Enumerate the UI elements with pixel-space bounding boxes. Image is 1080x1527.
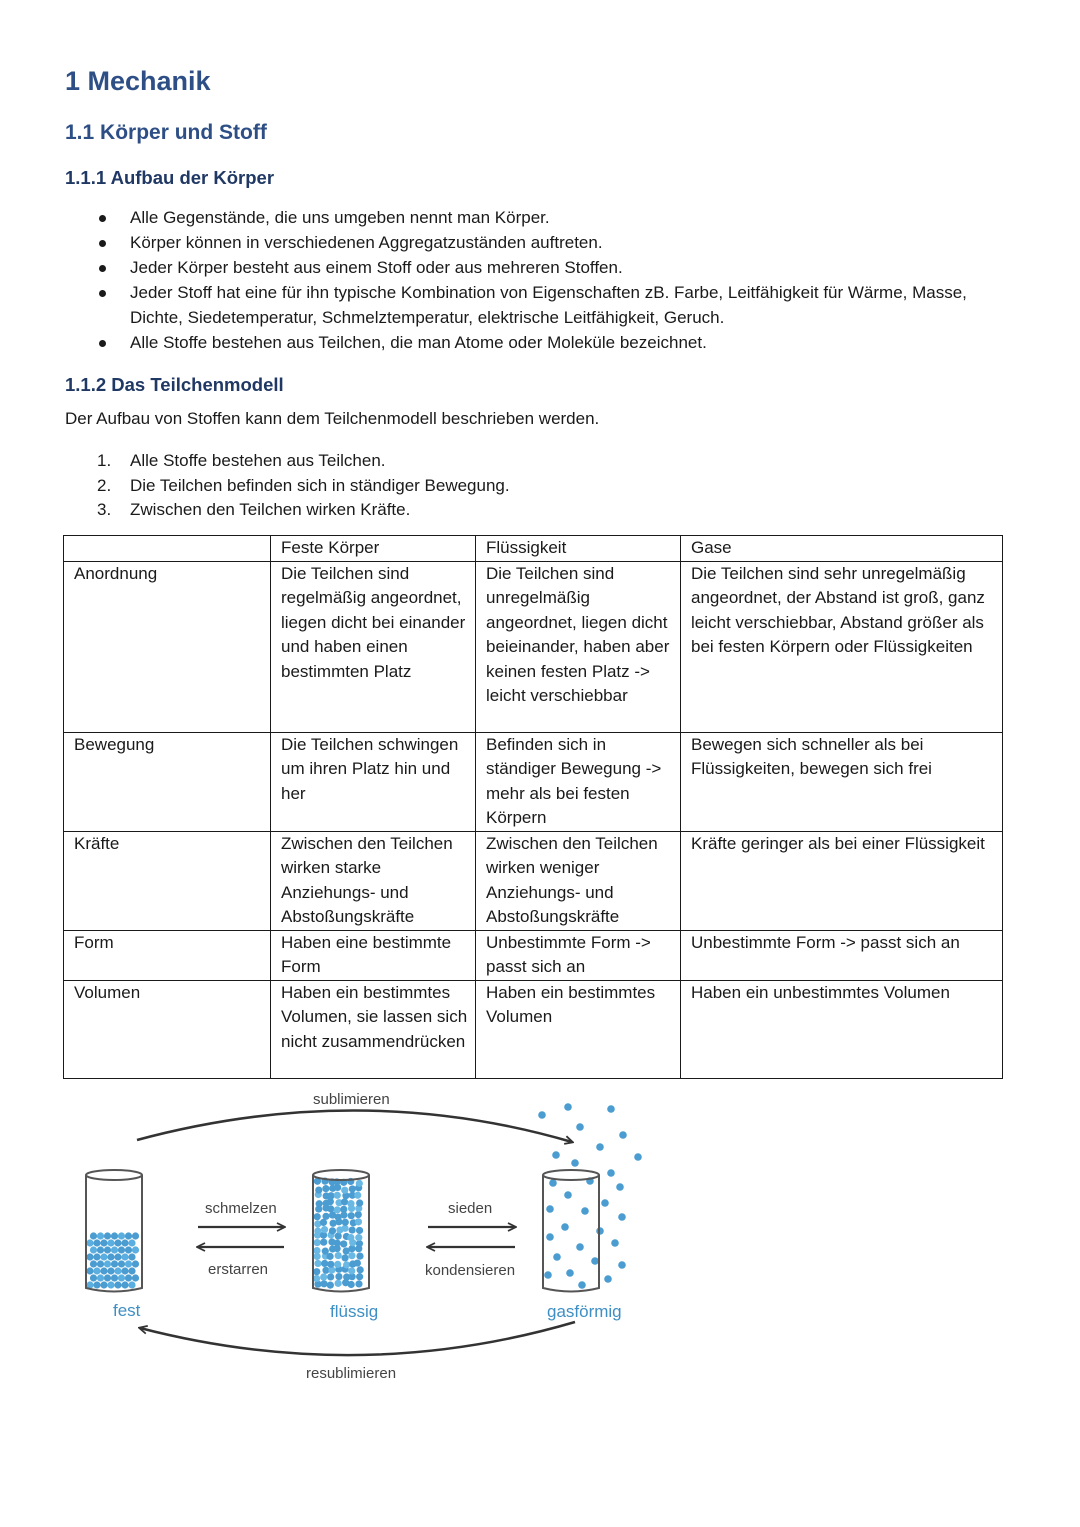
particle <box>320 1239 327 1246</box>
particle <box>132 1274 139 1281</box>
particle <box>349 1185 356 1192</box>
particle <box>97 1246 104 1253</box>
particle <box>341 1187 348 1194</box>
table-cell: Bewegung <box>64 732 271 831</box>
particle <box>596 1143 604 1151</box>
particle <box>313 1275 320 1282</box>
particle <box>90 1260 97 1267</box>
table-cell: Die Teilchen sind unregelmäßig angeordnet, liegen dicht beieinander, haben aber keinen festen Platz -> leicht verschiebbar <box>476 561 681 732</box>
particle <box>611 1239 619 1247</box>
particle <box>616 1183 624 1191</box>
particle <box>104 1260 111 1267</box>
particle <box>128 1267 135 1274</box>
label-sieden: sieden <box>448 1200 493 1217</box>
particle <box>100 1239 107 1246</box>
particle <box>334 1261 341 1268</box>
table-row <box>64 831 1003 930</box>
particle <box>313 1268 320 1275</box>
particle <box>93 1281 100 1288</box>
particle <box>581 1207 589 1215</box>
particle <box>111 1232 118 1239</box>
list-item: Alle Gegenstände, die uns umgeben nennt man Körper. <box>97 206 997 231</box>
table-row <box>64 980 1003 1078</box>
particle <box>316 1200 323 1207</box>
table-row <box>64 561 1003 732</box>
particle <box>355 1218 362 1225</box>
particle <box>111 1274 118 1281</box>
particle <box>329 1227 336 1234</box>
beaker-liquid <box>313 1170 369 1292</box>
particle <box>86 1267 93 1274</box>
table-header-row <box>64 536 1003 562</box>
particle <box>553 1253 561 1261</box>
table-cell: Befinden sich in ständiger Bewegung -> mehr als bei festen Körpern <box>476 732 681 831</box>
particle <box>128 1253 135 1260</box>
particle <box>335 1280 342 1287</box>
table-cell: Haben ein bestimmtes Volumen, sie lassen sich nicht zusammendrücken <box>271 980 476 1078</box>
table-cell: Unbestimmte Form -> passt sich an <box>681 930 1003 980</box>
particle <box>86 1253 93 1260</box>
particle <box>564 1103 572 1111</box>
label-schmelzen: schmelzen <box>205 1200 277 1217</box>
particle <box>335 1252 342 1259</box>
particle <box>354 1192 361 1199</box>
particle <box>97 1260 104 1267</box>
particle <box>313 1247 320 1254</box>
particle <box>571 1159 579 1167</box>
table-cell: Bewegen sich schneller als bei Flüssigkeiten, bewegen sich frei <box>681 732 1003 831</box>
table-cell: Kräfte geringer als bei einer Flüssigkeit <box>681 831 1003 930</box>
particle <box>121 1281 128 1288</box>
particle <box>355 1234 362 1241</box>
beaker-gas <box>538 1103 642 1291</box>
particle <box>320 1273 327 1280</box>
particle <box>578 1281 586 1289</box>
particle <box>607 1169 615 1177</box>
particle <box>93 1239 100 1246</box>
particle <box>322 1248 329 1255</box>
list-item: Alle Stoffe bestehen aus Teilchen, die man Atome oder Moleküle bezeichnet. <box>97 331 997 356</box>
particle <box>561 1223 569 1231</box>
particle <box>328 1192 335 1199</box>
particle <box>355 1280 362 1287</box>
liquid-particles <box>313 1178 364 1289</box>
list-item <box>97 498 510 523</box>
heading-mechanik: 1 Mechanik <box>65 66 211 96</box>
particle <box>546 1233 554 1241</box>
label-fest: fest <box>113 1301 141 1320</box>
particle <box>100 1267 107 1274</box>
particle <box>327 1261 334 1268</box>
table-header-cell <box>64 536 271 562</box>
particle <box>355 1211 362 1218</box>
particle <box>342 1219 349 1226</box>
particle <box>118 1232 125 1239</box>
particle <box>335 1232 342 1239</box>
list-number: 3. <box>97 500 112 519</box>
sublimieren-arrow <box>137 1110 572 1142</box>
particle <box>356 1252 363 1259</box>
particle <box>121 1239 128 1246</box>
particle <box>114 1267 121 1274</box>
particle <box>314 1213 321 1220</box>
particle <box>356 1273 363 1280</box>
heading-aufbau-der-koerper: 1.1.1 Aufbau der Körper <box>65 167 275 188</box>
table-cell: Haben ein unbestimmtes Volumen <box>681 980 1003 1078</box>
list-number: 2. <box>97 475 112 495</box>
particle <box>125 1260 132 1267</box>
particle <box>327 1205 334 1212</box>
particle <box>618 1213 626 1221</box>
list-text: Alle Stoffe bestehen aus Teilchen. <box>130 451 386 470</box>
label-sublimieren: sublimieren <box>313 1091 390 1108</box>
table-header-cell: Feste Körper <box>271 536 476 562</box>
list-item <box>97 474 510 499</box>
particle <box>107 1281 114 1288</box>
particle <box>334 1192 341 1199</box>
particle <box>321 1226 328 1233</box>
particle <box>314 1239 321 1246</box>
particle <box>104 1274 111 1281</box>
particle <box>322 1185 329 1192</box>
table-cell: Die Teilchen sind regelmäßig angeordnet, liegen dicht bei einander und haben einen bestimmten Platz <box>271 561 476 732</box>
table-cell: Haben ein bestimmtes Volumen <box>476 980 681 1078</box>
particle <box>618 1261 626 1269</box>
table-header-cell: Gase <box>681 536 1003 562</box>
particle <box>118 1274 125 1281</box>
table-cell: Unbestimmte Form -> passt sich an <box>476 930 681 980</box>
particle <box>347 1200 354 1207</box>
particle <box>100 1281 107 1288</box>
particle <box>544 1271 552 1279</box>
particle <box>314 1227 321 1234</box>
list-item: Körper können in verschiedenen Aggregatzuständen auftreten. <box>97 231 997 256</box>
particle <box>125 1274 132 1281</box>
particle <box>327 1273 334 1280</box>
particle <box>591 1257 599 1265</box>
particle <box>100 1253 107 1260</box>
table-cell: Zwischen den Teilchen wirken weniger Anziehungs- und Abstoßungskräfte <box>476 831 681 930</box>
table-cell: Form <box>64 930 271 980</box>
label-kondensieren: kondensieren <box>425 1262 516 1279</box>
particle <box>341 1198 348 1205</box>
table-cell: Haben eine bestimmte Form <box>271 930 476 980</box>
particle <box>348 1281 355 1288</box>
particle <box>341 1254 348 1261</box>
table-cell: Anordnung <box>64 561 271 732</box>
particle <box>114 1239 121 1246</box>
table-row <box>64 732 1003 831</box>
table-cell: Zwischen den Teilchen wirken starke Anziehungs- und Abstoßungskräfte <box>271 831 476 930</box>
particle <box>343 1261 350 1268</box>
phase-transition-diagram <box>60 1085 680 1395</box>
particle <box>90 1246 97 1253</box>
particle <box>107 1267 114 1274</box>
label-erstarren: erstarren <box>208 1261 269 1278</box>
particle <box>97 1232 104 1239</box>
list-text: Die Teilchen befinden sich in ständiger Bewegung. <box>130 475 510 495</box>
numbered-list <box>97 449 510 523</box>
table-cell: Volumen <box>64 980 271 1078</box>
particle <box>566 1269 574 1277</box>
particle <box>348 1252 355 1259</box>
particle <box>356 1180 363 1187</box>
particle <box>107 1253 114 1260</box>
particle <box>121 1267 128 1274</box>
particle <box>327 1282 334 1289</box>
table-header-cell: Flüssigkeit <box>476 536 681 562</box>
particle <box>107 1239 114 1246</box>
gas-particles <box>538 1103 642 1289</box>
particle <box>118 1246 125 1253</box>
particle <box>125 1232 132 1239</box>
particle <box>321 1260 328 1267</box>
particle <box>607 1105 615 1113</box>
list-number: 1. <box>97 451 112 470</box>
solid-particles <box>86 1232 139 1288</box>
particle <box>619 1131 627 1139</box>
table-cell: Kräfte <box>64 831 271 930</box>
particle <box>334 1206 341 1213</box>
list-item: Jeder Stoff hat eine für ihn typische Kombination von Eigenschaften zB. Farbe, Leitfähigkeit für Wärme, Masse, Dichte, Siedetemperatur, Schmelztemperatur, elektrische Leitfähigkeit, Geruch. <box>97 281 997 330</box>
particle <box>347 1234 354 1241</box>
particle <box>132 1260 139 1267</box>
particle <box>97 1274 104 1281</box>
list-item: Jeder Körper besteht aus einem Stoff oder aus mehreren Stoffen. <box>97 256 997 281</box>
particle <box>320 1280 327 1287</box>
particle <box>322 1213 329 1220</box>
particle <box>546 1205 554 1213</box>
particle <box>356 1227 363 1234</box>
heading-teilchenmodell: 1.1.2 Das Teilchenmodell <box>65 374 284 395</box>
particle <box>104 1246 111 1253</box>
particle <box>118 1260 125 1267</box>
particle <box>576 1243 584 1251</box>
intro-paragraph: Der Aufbau von Stoffen kann dem Teilchenmodell beschrieben werden. <box>65 409 600 428</box>
particle <box>125 1246 132 1253</box>
particle <box>549 1179 557 1187</box>
heading-koerper-und-stoff: 1.1 Körper und Stoff <box>65 121 267 144</box>
label-fluessig: flüssig <box>330 1302 379 1321</box>
particle <box>315 1186 322 1193</box>
particle <box>357 1266 364 1273</box>
particle <box>340 1206 347 1213</box>
bullet-list <box>97 206 997 356</box>
particle <box>93 1253 100 1260</box>
particle <box>86 1239 93 1246</box>
particle <box>90 1232 97 1239</box>
particle <box>349 1226 356 1233</box>
particle <box>564 1191 572 1199</box>
particle <box>121 1253 128 1260</box>
particle <box>114 1253 121 1260</box>
particle <box>538 1111 546 1119</box>
list-text: Zwischen den Teilchen wirken Kräfte. <box>130 500 411 519</box>
label-resublimieren: resublimieren <box>306 1365 397 1382</box>
particle-model-table <box>63 535 1003 1079</box>
table-cell: Die Teilchen sind sehr unregelmäßig angeordnet, der Abstand ist groß, ganz leicht verschiebbar, Abstand größer als bei festen Körpern oder Flüssigkeiten <box>681 561 1003 732</box>
particle <box>111 1246 118 1253</box>
particle <box>132 1246 139 1253</box>
particle <box>335 1273 342 1280</box>
particle <box>634 1153 642 1161</box>
particle <box>334 1240 341 1247</box>
particle <box>348 1267 355 1274</box>
particle <box>132 1232 139 1239</box>
table-cell: Die Teilchen schwingen um ihren Platz hin und her <box>271 732 476 831</box>
particle <box>552 1151 560 1159</box>
particle <box>93 1267 100 1274</box>
particle <box>354 1259 361 1266</box>
particle <box>314 1260 321 1267</box>
resublimieren-arrow <box>140 1322 575 1355</box>
particle <box>348 1212 355 1219</box>
list-item <box>97 449 510 474</box>
particle <box>104 1232 111 1239</box>
particle <box>128 1281 135 1288</box>
particle <box>356 1199 363 1206</box>
beaker-solid <box>86 1170 142 1292</box>
particle <box>604 1275 612 1283</box>
particle <box>601 1199 609 1207</box>
particle <box>111 1260 118 1267</box>
label-gasfoermig: gasförmig <box>547 1302 622 1321</box>
particle <box>340 1240 347 1247</box>
particle <box>576 1123 584 1131</box>
particle <box>128 1239 135 1246</box>
table-row <box>64 930 1003 980</box>
particle <box>90 1274 97 1281</box>
particle <box>114 1281 121 1288</box>
